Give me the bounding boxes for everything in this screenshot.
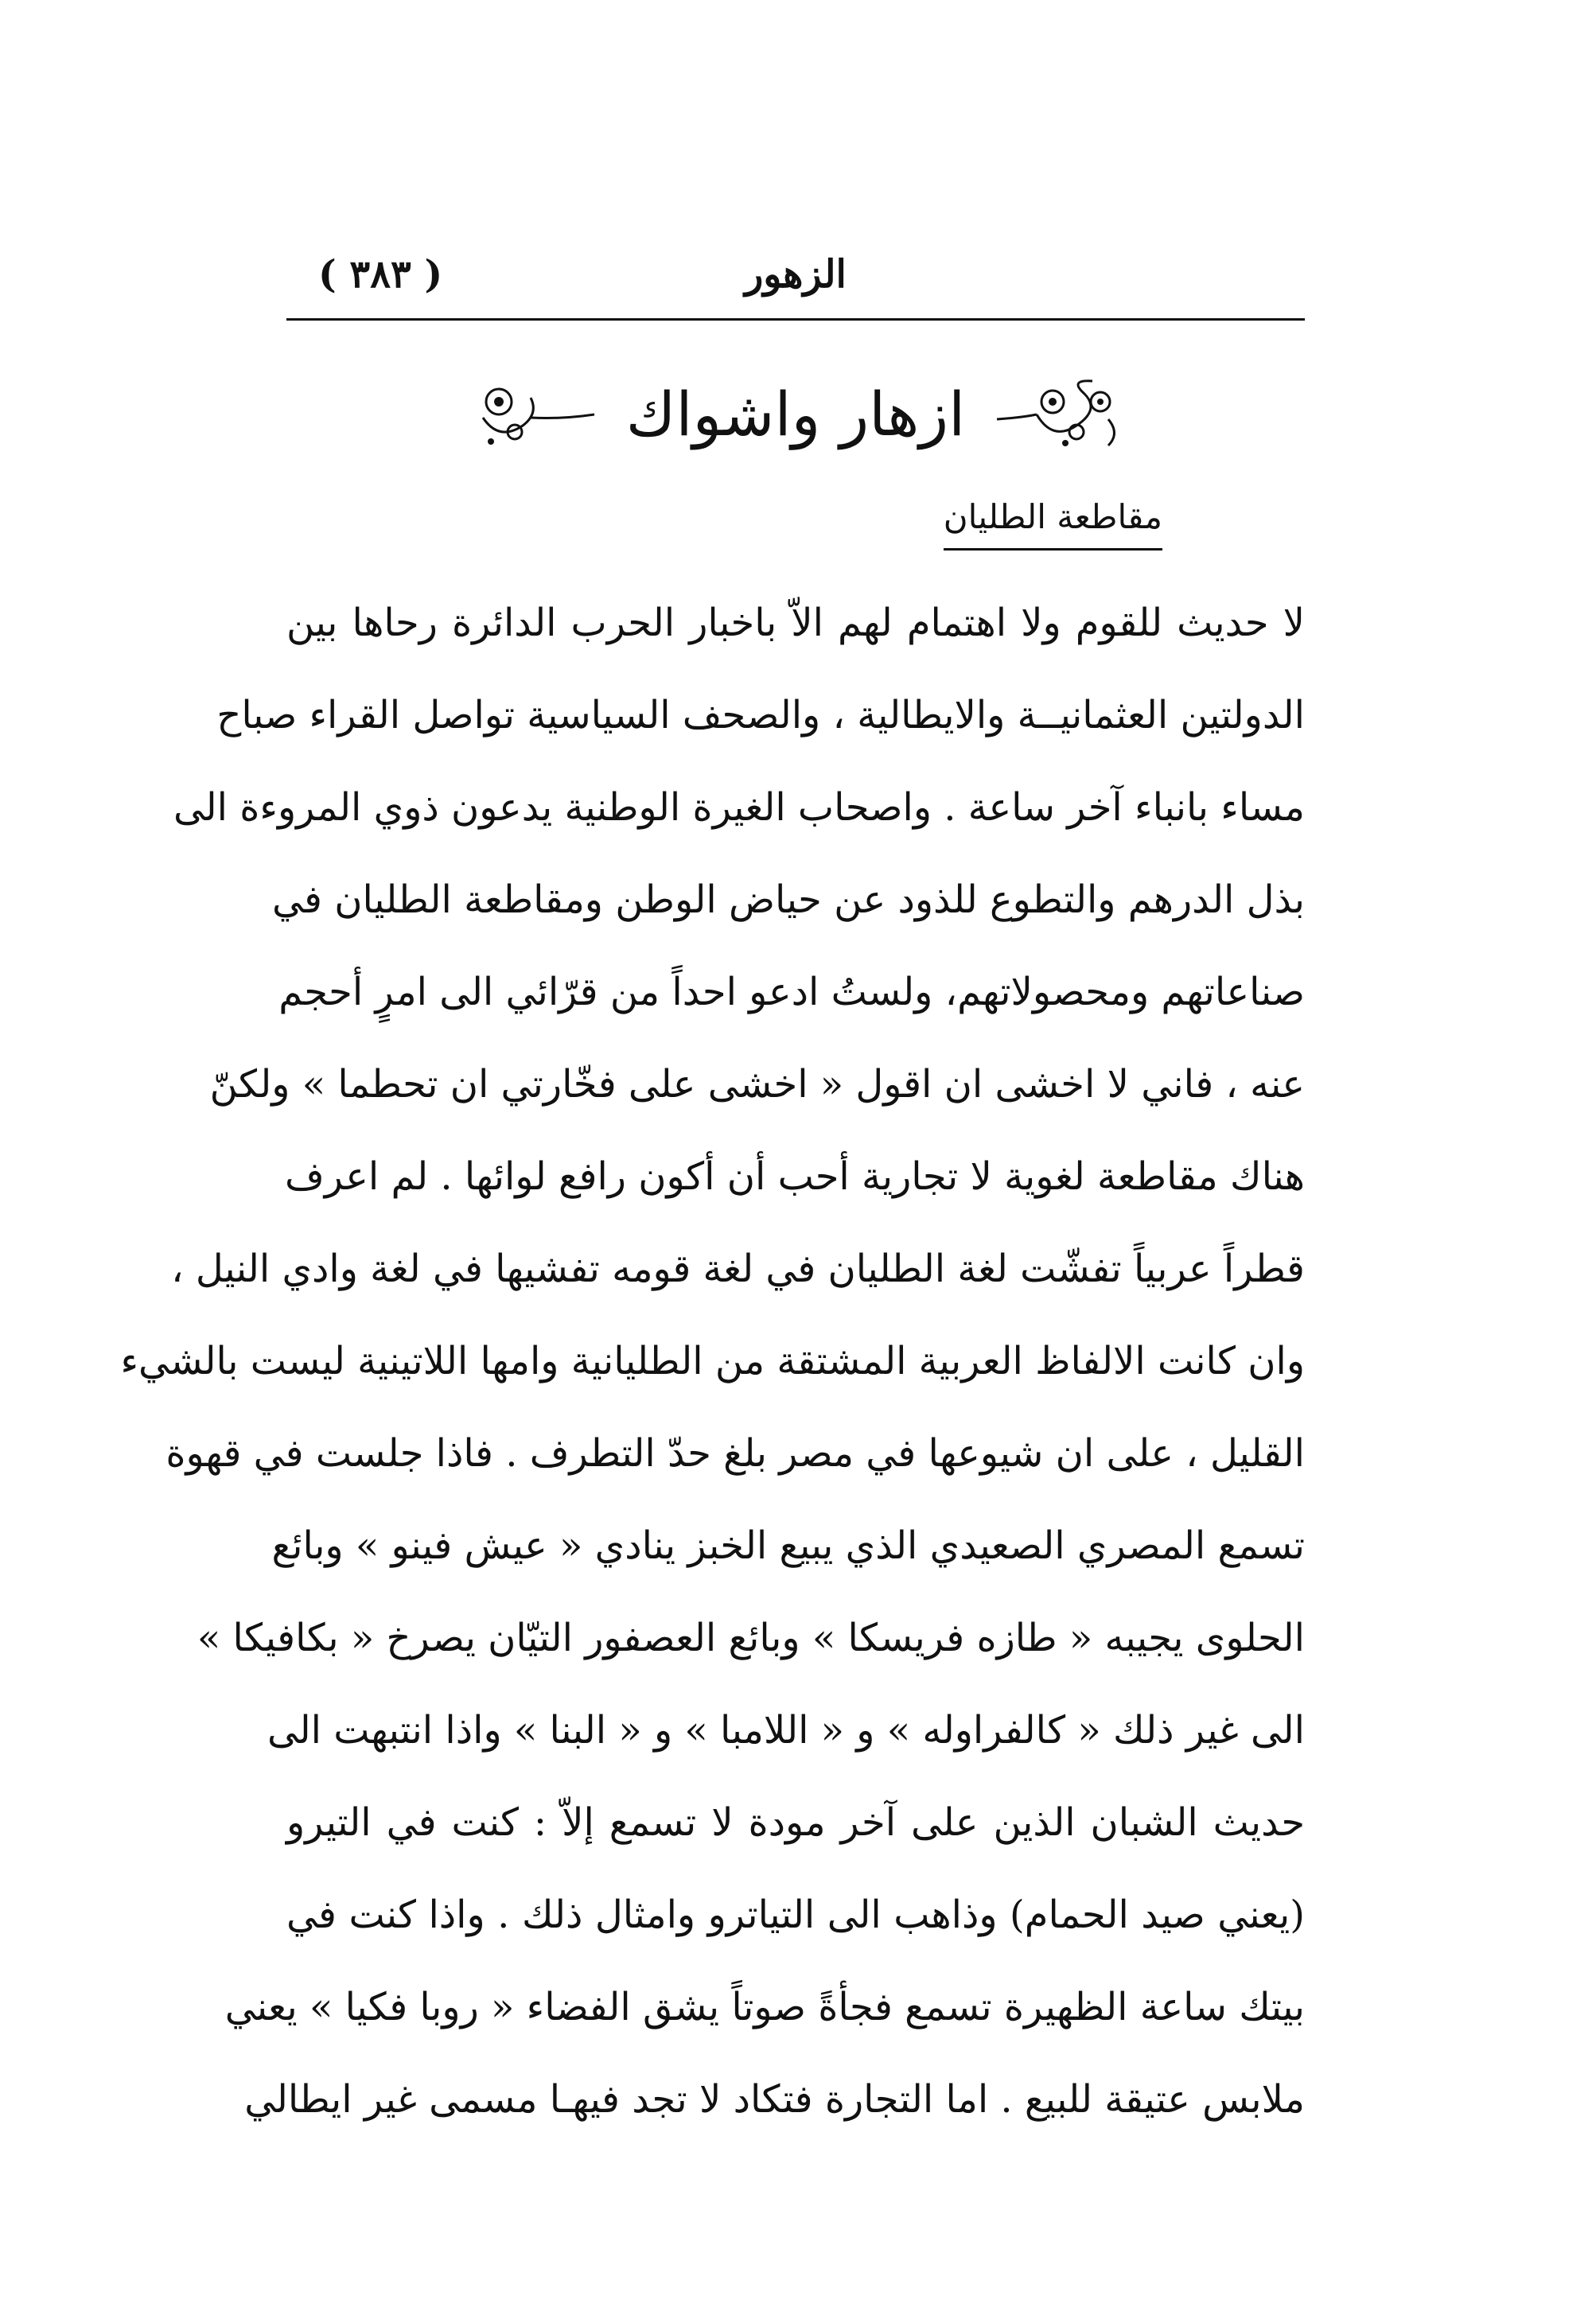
text-line: الدولتين العثمانيــة والايطالية ، والصحف السياسية تواصل القراء صباح	[216, 693, 1305, 737]
text-line: حديث الشبان الذين على آخر مودة لا تسمع إلاّ : كنت في التيرو	[286, 1800, 1305, 1845]
section-title: ازهار واشواك	[625, 378, 966, 449]
header-rule	[286, 318, 1305, 321]
page-header	[286, 239, 1305, 318]
text-line: بذل الدرهم والتطوع للذود عن حياض الوطن ومقاطعة الطليان في	[272, 877, 1305, 922]
text-line: صناعاتهم ومحصولاتهم، ولستُ ادعو احداً من قرّائي الى امرٍ أحجم	[278, 970, 1305, 1014]
article-body	[120, 577, 1305, 2146]
text-line: وان كانت الالفاظ العربية المشتقة من الطليانية وامها اللاتينية ليست بالشيء	[120, 1339, 1305, 1383]
floral-ornament-icon	[459, 370, 602, 457]
text-line: (يعني صيد الحمام) وذاهب الى التياترو وامثال ذلك . واذا كنت في	[286, 1893, 1305, 1937]
text-line: الحلوى يجيبه « طازه فريسكا » وبائع العصفور التيّان يصرخ « بكافيكا »	[197, 1616, 1305, 1660]
text-line: تسمع المصري الصعيدي الذي يبيع الخبز ينادي « عيش فينو » وبائع	[271, 1523, 1305, 1568]
text-line: بيتك ساعة الظهيرة تسمع فجأةً صوتاً يشق الفضاء « روبا فكيا » يعني	[224, 1985, 1305, 2029]
floral-ornament-icon	[989, 370, 1132, 457]
section-heading	[446, 358, 1146, 469]
text-line: القليل ، على ان شيوعها في مصر بلغ حدّ التطرف . فاذا جلست في قهوة	[165, 1431, 1305, 1476]
text-line: الى غير ذلك « كالفراوله » و « اللامبا » و « البنا » واذا انتبهت الى	[267, 1708, 1305, 1753]
text-line: قطراً عربياً تفشّت لغة الطليان في لغة قومه تفشيها في لغة وادي النيل ،	[171, 1247, 1305, 1291]
text-line: عنه ، فاني لا اخشى ان اقول « اخشى على فخّارتي ان تحطما » ولكنّ	[209, 1062, 1305, 1107]
subsection-title: مقاطعة الطليان	[944, 489, 1162, 551]
text-line: لا حديث للقوم ولا اهتمام لهم الاّ باخبار الحرب الدائرة رحاها بين	[286, 601, 1305, 645]
journal-name: الزهور	[745, 252, 847, 297]
text-line: هناك مقاطعة لغوية لا تجارية أحب أن أكون رافع لوائها . لم اعرف	[285, 1154, 1305, 1199]
page-number: ( ٣٨٣ )	[318, 252, 443, 297]
text-line: مساء بانباء آخر ساعة . واصحاب الغيرة الوطنية يدعون ذوي المروءة الى	[173, 785, 1305, 830]
text-line: ملابس عتيقة للبيع . اما التجارة فتكاد لا تجد فيهـا مسمى غير ايطالي	[244, 2077, 1305, 2122]
